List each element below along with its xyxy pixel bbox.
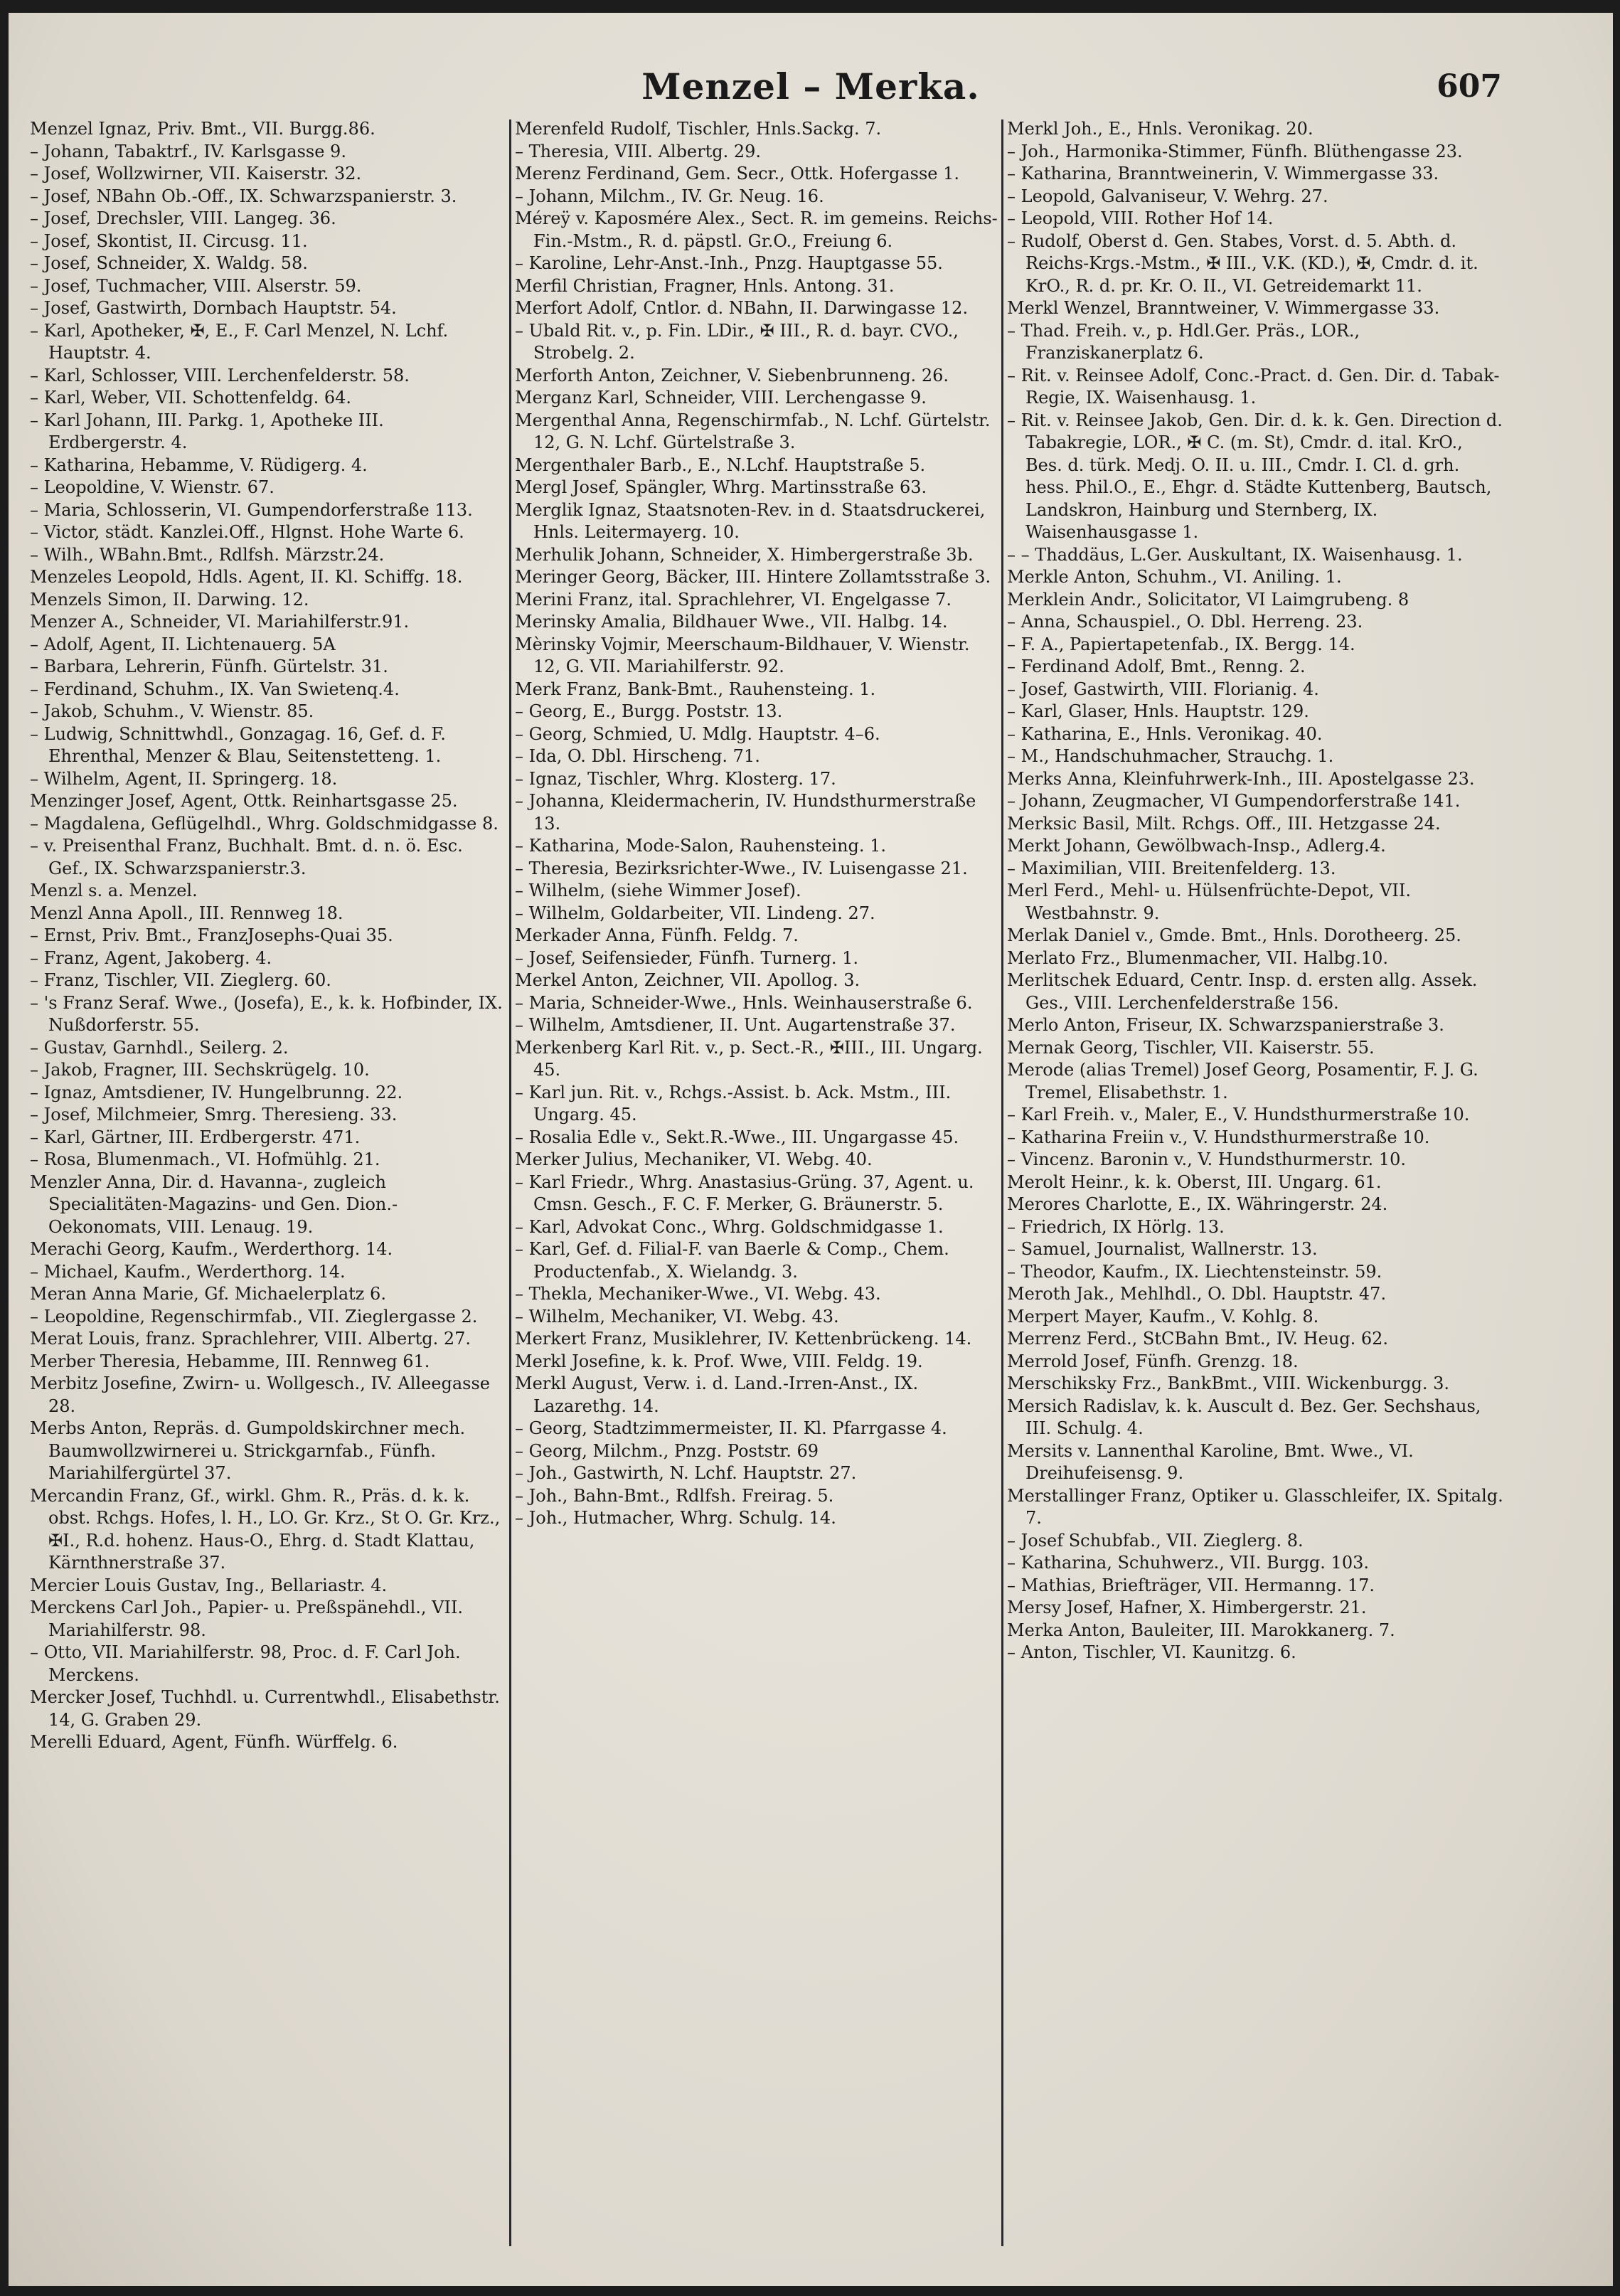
- directory-entry: – 's Franz Seraf. Wwe., (Josefa), E., k. k. Hofbinder, IX. Nußdorferstr. 55.: [30, 992, 503, 1035]
- directory-entry: – Wilhelm, (siehe Wimmer Josef).: [515, 881, 801, 900]
- directory-entry: – Karl jun. Rit. v., Rchgs.-Assist. b. Ack. Mstm., III. Ungarg. 45.: [515, 1082, 952, 1125]
- page-header: [9, 50, 1613, 114]
- directory-entry: Menzl Anna Apoll., III. Rennweg 18.: [30, 903, 343, 923]
- directory-entry: Merkle Anton, Schuhm., VI. Aniling. 1.: [1007, 567, 1342, 587]
- directory-entry: – Joh., Gastwirth, N. Lchf. Hauptstr. 27.: [515, 1463, 857, 1483]
- directory-entry: – M., Handschuhmacher, Strauchg. 1.: [1007, 746, 1334, 766]
- directory-entry: Merkert Franz, Musiklehrer, IV. Kettenbrückeng. 14.: [515, 1329, 972, 1349]
- directory-entry: Merrenz Ferd., StCBahn Bmt., IV. Heug. 62.: [1007, 1329, 1389, 1349]
- directory-entry: Menzer A., Schneider, VI. Mariahilferstr.91.: [30, 612, 410, 632]
- directory-entry: Menzinger Josef, Agent, Ottk. Reinhartsgasse 25.: [30, 791, 458, 811]
- directory-entry: Merkenberg Karl Rit. v., p. Sect.-R., ✠III., III. Ungarg. 45.: [515, 1037, 983, 1080]
- directory-entry: – Theresia, VIII. Albertg. 29.: [515, 141, 762, 161]
- directory-entry: – Wilhelm, Mechaniker, VI. Webg. 43.: [515, 1306, 839, 1327]
- directory-entry: – Karl, Advokat Conc., Whrg. Goldschmidgasse 1.: [515, 1216, 944, 1237]
- directory-entry: – Josef, Skontist, II. Circusg. 11.: [30, 230, 308, 251]
- directory-entry: – Georg, E., Burgg. Poststr. 13.: [515, 701, 783, 721]
- directory-entry: Merglik Ignaz, Staatsnoten-Rev. in d. Staatsdruckerei, Hnls. Leitermayerg. 10.: [515, 499, 986, 542]
- directory-entry: Merker Julius, Mechaniker, VI. Webg. 40.: [515, 1149, 873, 1169]
- directory-entry: – Leopoldine, Regenschirmfab., VII. Zieglergasse 2.: [30, 1306, 478, 1327]
- directory-entry: – Karl, Glaser, Hnls. Hauptstr. 129.: [1007, 701, 1309, 721]
- directory-entry: – Karl, Schlosser, VIII. Lerchenfelderstr. 58.: [30, 365, 410, 386]
- directory-entry: Merks Anna, Kleinfuhrwerk-Inh., III. Apostelgasse 23.: [1007, 768, 1475, 789]
- directory-entry: – Wilhelm, Goldarbeiter, VII. Lindeng. 27.: [515, 903, 875, 923]
- directory-entry: Meroth Jak., Mehlhdl., O. Dbl. Hauptstr. 47.: [1007, 1284, 1387, 1304]
- directory-entry: – Josef, Schneider, X. Waldg. 58.: [30, 253, 308, 273]
- directory-entry: – Franz, Tischler, VII. Zieglerg. 60.: [30, 970, 331, 990]
- directory-entry: Merksic Basil, Milt. Rchgs. Off., III. Hetzgasse 24.: [1007, 813, 1441, 834]
- directory-entry: Méreÿ v. Kaposmére Alex., Sect. R. im gemeins. Reichs-Fin.-Mstm., R. d. päpstl. Gr.O., Freiung 6.: [515, 208, 998, 251]
- directory-entry: – Georg, Stadtzimmermeister, II. Kl. Pfarrgasse 4.: [515, 1418, 947, 1438]
- directory-entry: – Johann, Tabaktrf., IV. Karlsgasse 9.: [30, 141, 346, 161]
- directory-entry: – Anton, Tischler, VI. Kaunitzg. 6.: [1007, 1642, 1296, 1662]
- directory-entry: – Wilh., WBahn.Bmt., Rdlfsh. Märzstr.24.: [30, 544, 385, 565]
- directory-entry: Menzeles Leopold, Hdls. Agent, II. Kl. Schiffg. 18.: [30, 567, 463, 587]
- directory-entry: – Josef, NBahn Ob.-Off., IX. Schwarzspanierstr. 3.: [30, 186, 457, 206]
- directory-entry: – Karl, Weber, VII. Schottenfeldg. 64.: [30, 388, 352, 408]
- directory-entry: – Karl Freih. v., Maler, E., V. Hundsthurmerstraße 10.: [1007, 1105, 1470, 1125]
- directory-entry: – Katharina, Branntweinerin, V. Wimmergasse 33.: [1007, 164, 1439, 184]
- directory-entry: Mersits v. Lannenthal Karoline, Bmt. Wwe., VI. Dreihufeisensg. 9.: [1007, 1440, 1414, 1483]
- directory-entry: – Ludwig, Schnittwhdl., Gonzagag. 16, Gef. d. F. Ehrenthal, Menzer & Blau, Seitenstetteng. 1.: [30, 723, 446, 766]
- directory-entry: – Ignaz, Tischler, Whrg. Klosterg. 17.: [515, 768, 836, 789]
- directory-entry: – Johann, Zeugmacher, VI Gumpendorferstraße 141.: [1007, 791, 1461, 811]
- directory-entry: Merhulik Johann, Schneider, X. Himbergerstraße 3b.: [515, 544, 974, 565]
- directory-entry: – Johanna, Kleidermacherin, IV. Hundsthurmerstraße 13.: [515, 791, 976, 834]
- directory-entry: – Josef, Gastwirth, Dornbach Hauptstr. 54.: [30, 298, 397, 318]
- directory-entry: Merber Theresia, Hebamme, III. Rennweg 61.: [30, 1351, 430, 1371]
- directory-entry: – Barbara, Lehrerin, Fünfh. Gürtelstr. 31.: [30, 657, 388, 676]
- directory-entry: – Gustav, Garnhdl., Seilerg. 2.: [30, 1037, 289, 1058]
- directory-entry: – Michael, Kaufm., Werderthorg. 14.: [30, 1261, 346, 1282]
- directory-entry: Merrold Josef, Fünfh. Grenzg. 18.: [1007, 1351, 1299, 1371]
- directory-entry: Merschiksky Frz., BankBmt., VIII. Wickenburgg. 3.: [1007, 1373, 1450, 1393]
- directory-entry: Mèrinsky Vojmir, Meerschaum-Bildhauer, V. Wienstr. 12, G. VII. Mariahilferstr. 92.: [515, 634, 970, 676]
- directory-entry: – Karl, Apotheker, ✠, E., F. Carl Menzel, N. Lchf. Hauptstr. 4.: [30, 320, 449, 363]
- directory-entry: – Ignaz, Amtsdiener, IV. Hungelbrunng. 22.: [30, 1082, 403, 1102]
- running-head: Menzel – Merka.: [641, 65, 980, 107]
- directory-entry: Mergenthal Anna, Regenschirmfab., N. Lchf. Gürtelstr. 12, G. N. Lchf. Gürtelstraße 3.: [515, 410, 991, 452]
- directory-entry: – Thekla, Mechaniker-Wwe., VI. Webg. 43.: [515, 1284, 881, 1304]
- directory-entry: Merlitschek Eduard, Centr. Insp. d. ersten allg. Assek. Ges., VIII. Lerchenfelderstraße 156.: [1007, 970, 1478, 1013]
- directory-entry: – Johann, Milchm., IV. Gr. Neug. 16.: [515, 186, 824, 206]
- directory-entry: Merenfeld Rudolf, Tischler, Hnls.Sackg. 7.: [515, 119, 882, 139]
- directory-entry: Menzels Simon, II. Darwing. 12.: [30, 589, 309, 610]
- directory-entry: – Friedrich, IX Hörlg. 13.: [1007, 1216, 1225, 1237]
- column-left: [30, 118, 506, 2259]
- column-divider: [509, 119, 511, 2246]
- directory-entry: – Jakob, Schuhm., V. Wienstr. 85.: [30, 701, 314, 721]
- directory-entry: – Georg, Milchm., Pnzg. Poststr. 69: [515, 1440, 819, 1461]
- directory-entry: – Katharina, E., Hnls. Veronikag. 40.: [1007, 723, 1323, 744]
- directory-entry: Merode (alias Tremel) Josef Georg, Posamentir, F. J. G. Tremel, Elisabethstr. 1.: [1007, 1060, 1478, 1102]
- directory-entry: – Theodor, Kaufm., IX. Liechtensteinstr. 59.: [1007, 1261, 1382, 1282]
- directory-entry: – Ida, O. Dbl. Hirscheng. 71.: [515, 746, 760, 766]
- directory-entry: Merachi Georg, Kaufm., Werderthorg. 14.: [30, 1239, 393, 1259]
- directory-entry: – Josef, Gastwirth, VIII. Florianig. 4.: [1007, 679, 1319, 699]
- directory-entry: – Leopold, Galvaniseur, V. Wehrg. 27.: [1007, 186, 1328, 206]
- directory-entry: – Samuel, Journalist, Wallnerstr. 13.: [1007, 1239, 1318, 1259]
- directory-entry: Merenz Ferdinand, Gem. Secr., Ottk. Hofergasse 1.: [515, 164, 960, 184]
- directory-entry: – Josef Schubfab., VII. Zieglerg. 8.: [1007, 1530, 1304, 1551]
- directory-entry: – Adolf, Agent, II. Lichtenauerg. 5A: [30, 634, 336, 654]
- directory-entry: – Karoline, Lehr-Anst.-Inh., Pnzg. Hauptgasse 55.: [515, 253, 943, 273]
- directory-entry: Merkt Johann, Gewölbwach-Insp., Adlerg.4.: [1007, 836, 1386, 856]
- directory-entry: Merbs Anton, Repräs. d. Gumpoldskirchner mech. Baumwollzwirnerei u. Strickgarnfab., Fünfh. Mariahilfergürtel 37.: [30, 1418, 466, 1483]
- directory-entry: – Katharina, Hebamme, V. Rüdigerg. 4.: [30, 455, 368, 475]
- directory-entry: Merkader Anna, Fünfh. Feldg. 7.: [515, 925, 799, 945]
- directory-entry: – Leopoldine, V. Wienstr. 67.: [30, 477, 275, 497]
- directory-entry: Merstallinger Franz, Optiker u. Glasschleifer, IX. Spitalg. 7.: [1007, 1485, 1503, 1528]
- directory-entry: – Karl, Gef. d. Filial-F. van Baerle & Comp., Chem. Productenfab., X. Wielandg. 3.: [515, 1239, 949, 1282]
- directory-entry: – Rosa, Blumenmach., VI. Hofmühlg. 21.: [30, 1149, 380, 1169]
- directory-entry: – Rudolf, Oberst d. Gen. Stabes, Vorst. d. 5. Abth. d. Reichs-Krgs.-Mstm., ✠ III., V.K. (KD.), ✠, Cmdr. d. it. KrO., R. d. pr. Kr. O. II., VI. Getreidemarkt 11.: [1007, 230, 1478, 296]
- directory-entry: Merat Louis, franz. Sprachlehrer, VIII. Albertg. 27.: [30, 1329, 471, 1349]
- directory-entry: – Wilhelm, Agent, II. Springerg. 18.: [30, 768, 338, 789]
- directory-entry: – Franz, Agent, Jakoberg. 4.: [30, 947, 272, 968]
- directory-entry: – Maximilian, VIII. Breitenfelderg. 13.: [1007, 858, 1336, 878]
- directory-entry: Merelli Eduard, Agent, Fünfh. Würffelg. 6.: [30, 1732, 398, 1752]
- directory-entry: – Katharina, Schuhwerz., VII. Burgg. 103.: [1007, 1553, 1369, 1573]
- directory-entry: Mernak Georg, Tischler, VII. Kaiserstr. 55.: [1007, 1037, 1375, 1058]
- directory-entry: – Rit. v. Reinsee Jakob, Gen. Dir. d. k. k. Gen. Direction d. Tabakregie, LOR., ✠ C. (m. St), Cmdr. d. ital. KrO., Bes. d. türk. Medj. O. II. u. III., Cmdr. I. Cl. d. grh. hess. Phil.O., E., Ehgr. d. Städte Kuttenberg, Bautsch, Landskron, Hainburg und Sternberg, IX. Waisenhausgasse 1.: [1007, 410, 1503, 542]
- directory-entry: Mercker Josef, Tuchhdl. u. Currentwhdl., Elisabethstr. 14, G. Graben 29.: [30, 1687, 500, 1730]
- directory-entry: – Otto, VII. Mariahilferstr. 98, Proc. d. F. Carl Joh. Merckens.: [30, 1642, 461, 1685]
- directory-entry: – Leopold, VIII. Rother Hof 14.: [1007, 208, 1274, 228]
- directory-entry: – Jakob, Fragner, III. Sechskrügelg. 10.: [30, 1060, 370, 1080]
- directory-entry: Merforth Anton, Zeichner, V. Siebenbrunneng. 26.: [515, 365, 949, 386]
- directory-entry: – Maria, Schneider-Wwe., Hnls. Weinhauserstraße 6.: [515, 992, 973, 1013]
- directory-entry: – Karl Friedr., Whrg. Anastasius-Grüng. 37, Agent. u. Cmsn. Gesch., F. C. F. Merker, G. Bräunerstr. 5.: [515, 1171, 974, 1214]
- directory-entry: Menzel Ignaz, Priv. Bmt., VII. Burgg.86.: [30, 119, 375, 139]
- directory-entry: – Anna, Schauspiel., O. Dbl. Herreng. 23.: [1007, 612, 1363, 632]
- directory-entry: – Katharina Freiin v., V. Hundsthurmerstraße 10.: [1007, 1127, 1430, 1147]
- directory-page: [9, 13, 1613, 2286]
- page-number: 607: [1437, 68, 1502, 105]
- directory-entry: – Josef, Drechsler, VIII. Langeg. 36.: [30, 208, 336, 228]
- directory-entry: Merores Charlotte, E., IX. Währingerstr. 24.: [1007, 1194, 1388, 1214]
- directory-entry: Merkl Wenzel, Branntweiner, V. Wimmergasse 33.: [1007, 298, 1440, 318]
- directory-entry: Meringer Georg, Bäcker, III. Hintere Zollamtsstraße 3.: [515, 567, 991, 587]
- directory-entry: – Vincenz. Baronin v., V. Hundsthurmerstr. 10.: [1007, 1149, 1406, 1169]
- directory-entry: – Ernst, Priv. Bmt., FranzJosephs-Quai 35.: [30, 925, 393, 945]
- directory-entry: Merkel Anton, Zeichner, VII. Apollog. 3.: [515, 970, 860, 990]
- directory-entry: – Ferdinand Adolf, Bmt., Renng. 2.: [1007, 657, 1306, 676]
- directory-entry: Merka Anton, Bauleiter, III. Marokkanerg. 7.: [1007, 1620, 1395, 1640]
- directory-entry: – F. A., Papiertapetenfab., IX. Bergg. 14.: [1007, 634, 1355, 654]
- directory-entry: – Thad. Freih. v., p. Hdl.Ger. Präs., LOR., Franziskanerplatz 6.: [1007, 320, 1360, 363]
- directory-entry: – Josef, Seifensieder, Fünfh. Turnerg. 1.: [515, 947, 858, 968]
- directory-entry: Merlato Frz., Blumenmacher, VII. Halbg.10.: [1007, 947, 1389, 968]
- column-middle: [515, 118, 998, 2259]
- directory-entry: – Katharina, Mode-Salon, Rauhensteing. 1.: [515, 836, 887, 856]
- directory-entry: – Theresia, Bezirksrichter-Wwe., IV. Luisengasse 21.: [515, 858, 968, 878]
- directory-entry: – Rosalia Edle v., Sekt.R.-Wwe., III. Ungargasse 45.: [515, 1127, 959, 1147]
- directory-entry: – Joh., Harmonika-Stimmer, Fünfh. Blüthengasse 23.: [1007, 141, 1463, 161]
- directory-entry: Menzler Anna, Dir. d. Havanna-, zugleich Specialitäten-Magazins- und Gen. Dion.-Oekonomats, VIII. Lenaug. 19.: [30, 1171, 398, 1237]
- directory-entry: Merganz Karl, Schneider, VIII. Lerchengasse 9.: [515, 388, 927, 408]
- directory-entry: Merkl Joh., E., Hnls. Veronikag. 20.: [1007, 119, 1313, 139]
- directory-entry: – v. Preisenthal Franz, Buchhalt. Bmt. d. n. ö. Esc. Gef., IX. Schwarzspanierstr.3.: [30, 836, 463, 878]
- directory-entry: – Victor, städt. Kanzlei.Off., Hlgnst. Hohe Warte 6.: [30, 522, 464, 542]
- column-divider: [1001, 119, 1003, 2246]
- directory-entry: Merkl August, Verw. i. d. Land.-Irren-Anst., IX. Lazarethg. 14.: [515, 1373, 919, 1416]
- directory-entry: Merklein Andr., Solicitator, VI Laimgrubeng. 8: [1007, 589, 1409, 610]
- directory-entry: – Rit. v. Reinsee Adolf, Conc.-Pract. d. Gen. Dir. d. Tabak-Regie, IX. Waisenhausg. 1.: [1007, 365, 1500, 408]
- directory-entry: Merfil Christian, Fragner, Hnls. Antong. 31.: [515, 275, 895, 296]
- directory-entry: Merckens Carl Joh., Papier- u. Preßspänehdl., VII. Mariahilferstr. 98.: [30, 1598, 464, 1640]
- directory-entry: – Joh., Bahn-Bmt., Rdlfsh. Freirag. 5.: [515, 1485, 834, 1506]
- directory-entry: Merbitz Josefine, Zwirn- u. Wollgesch., IV. Alleegasse 28.: [30, 1373, 490, 1416]
- directory-entry: – Mathias, Briefträger, VII. Hermanng. 17.: [1007, 1575, 1375, 1595]
- directory-entry: Merini Franz, ital. Sprachlehrer, VI. Engelgasse 7.: [515, 589, 952, 610]
- directory-entry: Mergenthaler Barb., E., N.Lchf. Hauptstraße 5.: [515, 455, 926, 475]
- directory-entry: – – Thaddäus, L.Ger. Auskultant, IX. Waisenhausg. 1.: [1007, 544, 1463, 565]
- directory-entry: – Karl Johann, III. Parkg. 1, Apotheke III. Erdbergerstr. 4.: [30, 410, 384, 452]
- directory-entry: Merinsky Amalia, Bildhauer Wwe., VII. Halbg. 14.: [515, 612, 948, 632]
- directory-entry: – Georg, Schmied, U. Mdlg. Hauptstr. 4–6.: [515, 723, 880, 744]
- directory-entry: – Karl, Gärtner, III. Erdbergerstr. 471.: [30, 1127, 361, 1147]
- directory-entry: Mersich Radislav, k. k. Auscult d. Bez. Ger. Sechshaus, III. Schulg. 4.: [1007, 1396, 1481, 1438]
- directory-entry: – Magdalena, Geflügelhdl., Whrg. Goldschmidgasse 8.: [30, 813, 499, 834]
- directory-entry: – Wilhelm, Amtsdiener, II. Unt. Augartenstraße 37.: [515, 1015, 956, 1035]
- directory-entry: Merlak Daniel v., Gmde. Bmt., Hnls. Dorotheerg. 25.: [1007, 925, 1461, 945]
- directory-entry: Merlo Anton, Friseur, IX. Schwarzspanierstraße 3.: [1007, 1015, 1444, 1035]
- directory-entry: – Ferdinand, Schuhm., IX. Van Swietenq.4.: [30, 679, 400, 699]
- directory-entry: Meran Anna Marie, Gf. Michaelerplatz 6.: [30, 1284, 386, 1304]
- directory-entry: Menzl s. a. Menzel.: [30, 881, 198, 900]
- directory-entry: – Josef, Milchmeier, Smrg. Theresieng. 33.: [30, 1105, 398, 1125]
- directory-entry: – Josef, Tuchmacher, VIII. Alserstr. 59.: [30, 275, 362, 296]
- column-right: [1007, 118, 1505, 2259]
- directory-entry: Merpert Mayer, Kaufm., V. Kohlg. 8.: [1007, 1306, 1319, 1327]
- directory-entry: Merfort Adolf, Cntlor. d. NBahn, II. Darwingasse 12.: [515, 298, 969, 318]
- directory-entry: Merkl Josefine, k. k. Prof. Wwe, VIII. Feldg. 19.: [515, 1351, 923, 1371]
- directory-entry: Mercandin Franz, Gf., wirkl. Ghm. R., Präs. d. k. k. obst. Rchgs. Hofes, l. H., LO. Gr. Krz., St O. Gr. Krz., ✠I., R.d. hohenz. Haus-O., Ehrg. d. Stadt Klattau, Kärnthnerstraße 37.: [30, 1485, 501, 1573]
- directory-entry: Mercier Louis Gustav, Ing., Bellariastr. 4.: [30, 1575, 388, 1595]
- directory-entry: – Ubald Rit. v., p. Fin. LDir., ✠ III., R. d. bayr. CVO., Strobelg. 2.: [515, 320, 959, 363]
- directory-entry: Merl Ferd., Mehl- u. Hülsenfrüchte-Depot, VII. Westbahnstr. 9.: [1007, 881, 1411, 923]
- directory-entry: – Josef, Wollzwirner, VII. Kaiserstr. 32.: [30, 164, 362, 184]
- directory-entry: Merolt Heinr., k. k. Oberst, III. Ungarg. 61.: [1007, 1171, 1382, 1192]
- directory-entry: Mersy Josef, Hafner, X. Himbergerstr. 21.: [1007, 1598, 1367, 1617]
- directory-entry: – Maria, Schlosserin, VI. Gumpendorferstraße 113.: [30, 499, 473, 520]
- directory-entry: – Joh., Hutmacher, Whrg. Schulg. 14.: [515, 1508, 836, 1528]
- directory-entry: Merk Franz, Bank-Bmt., Rauhensteing. 1.: [515, 679, 876, 699]
- directory-entry: Mergl Josef, Spängler, Whrg. Martinsstraße 63.: [515, 477, 927, 497]
